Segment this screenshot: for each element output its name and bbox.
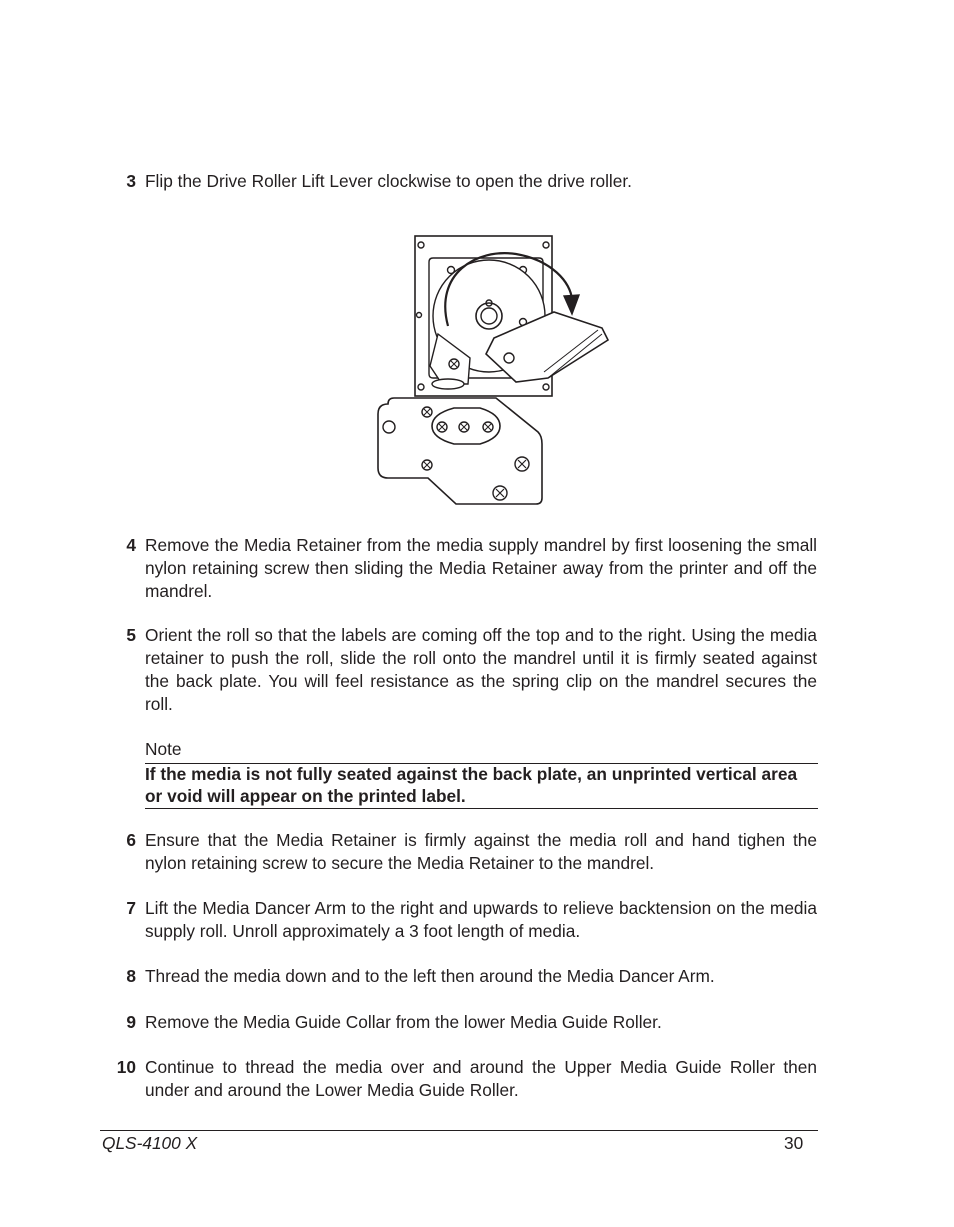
- step-text: Remove the Media Retainer from the media supply mandrel by first loosening the small nylon retaining screw then sliding the Media Retainer away from the printer and off the mandrel.: [145, 535, 817, 601]
- step-9: [100, 1011, 817, 1034]
- step-6: [100, 829, 817, 875]
- step-8: [100, 965, 817, 988]
- step-number: 8: [126, 966, 136, 986]
- step-3: [100, 170, 817, 193]
- page-number: 30: [784, 1133, 804, 1153]
- step-7: [100, 897, 817, 943]
- step-text: Ensure that the Media Retainer is firmly against the media roll and hand tighen the nylon retaining screw to secure the Media Retainer to the mandrel.: [145, 830, 817, 873]
- step-10: [100, 1056, 817, 1102]
- step-text: Remove the Media Guide Collar from the lower Media Guide Roller.: [145, 1012, 662, 1032]
- step-number: 5: [126, 625, 136, 645]
- step-number: 3: [126, 171, 136, 191]
- note-text: If the media is not fully seated against the back plate, an unprinted vertical area or void will appear on the printed label.: [145, 764, 798, 806]
- footer-rule: [100, 1130, 818, 1131]
- note-label: Note: [145, 739, 182, 759]
- step-text: Lift the Media Dancer Arm to the right and upwards to relieve backtension on the media supply roll. Unroll approximately a 3 foot length of media.: [145, 898, 817, 941]
- step-number: 9: [126, 1012, 136, 1032]
- step-5: [100, 624, 817, 716]
- step-text: Continue to thread the media over and around the Upper Media Guide Roller then under and around the Lower Media Guide Roller.: [145, 1057, 817, 1100]
- step-text: Flip the Drive Roller Lift Lever clockwise to open the drive roller.: [145, 171, 632, 191]
- step-number: 4: [126, 535, 136, 555]
- note-bottom-rule: [145, 808, 818, 809]
- step-number: 6: [126, 830, 136, 850]
- step-number: 10: [116, 1057, 136, 1077]
- step-text: Thread the media down and to the left then around the Media Dancer Arm.: [145, 966, 715, 986]
- drive-roller-lift-lever-illustration: [376, 234, 610, 508]
- footer-model-name: QLS-4100 X: [102, 1133, 198, 1153]
- step-number: 7: [126, 898, 136, 918]
- step-4: [100, 534, 817, 603]
- step-text: Orient the roll so that the labels are coming off the top and to the right. Using the media retainer to push the roll, slide the roll onto the mandrel until it is firmly seated against the back plate. You will feel resistance as the spring clip on the mandrel secures the roll.: [145, 625, 817, 714]
